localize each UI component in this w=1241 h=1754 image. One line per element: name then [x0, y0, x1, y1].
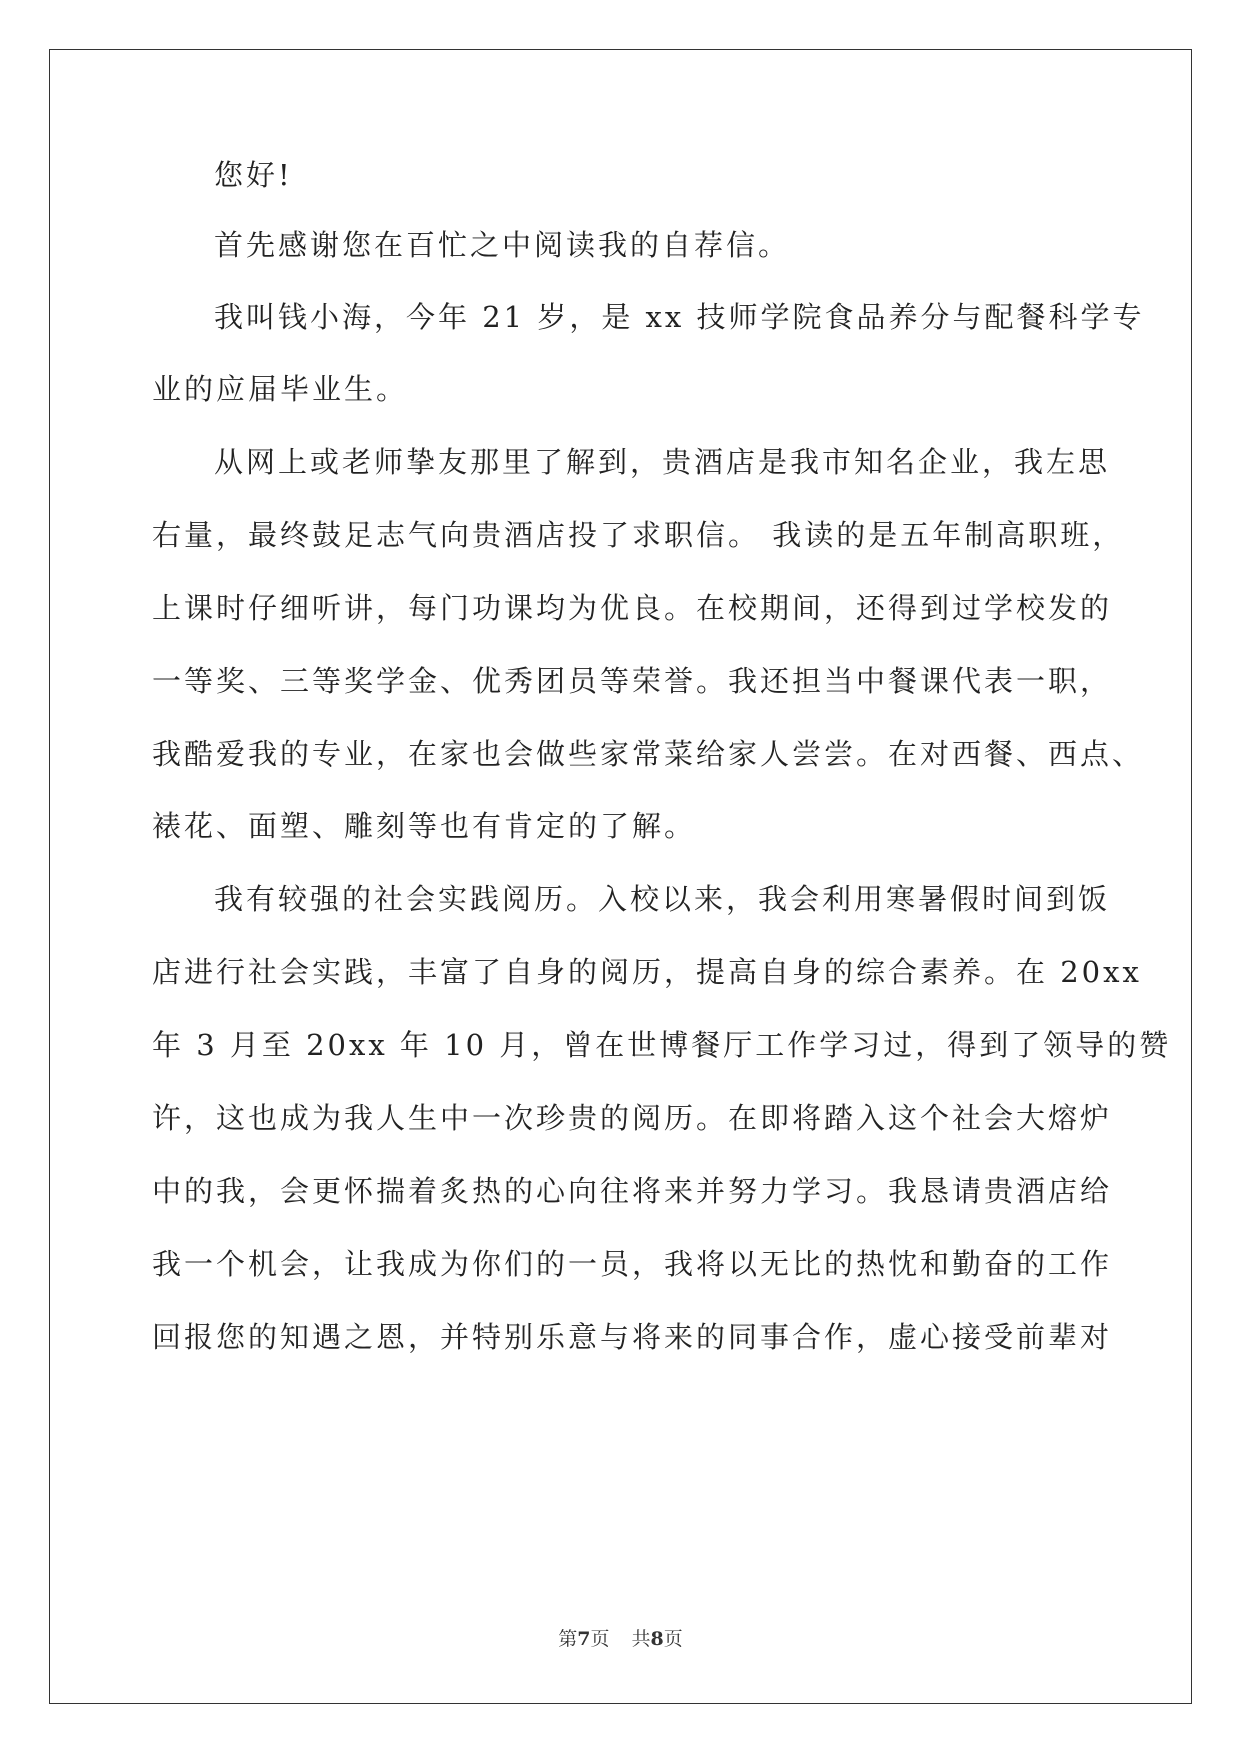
paragraph-line: 中的我，会更怀揣着炙热的心向往将来并努力学习。我恳请贵酒店给 — [152, 1174, 1113, 1208]
paragraph-line: 业的应届毕业生。 — [152, 372, 409, 406]
paragraph-line: 许，这也成为我人生中一次珍贵的阅历。在即将踏入这个社会大熔炉 — [152, 1101, 1113, 1135]
footer-total-suffix: 页 — [663, 1628, 683, 1650]
footer-page-suffix: 页 — [590, 1628, 610, 1650]
footer-total-prefix: 共 — [631, 1628, 651, 1650]
paragraph-line: 年 3 月至 20xx 年 10 月，曾在世博餐厅工作学习过，得到了领导的赞 — [152, 1028, 1172, 1062]
greeting-line: 您好! — [214, 158, 293, 192]
paragraph-line: 店进行社会实践，丰富了自身的阅历，提高自身的综合素养。在 20xx — [152, 955, 1142, 989]
paragraph-line: 从网上或老师挚友那里了解到，贵酒店是我市知名企业，我左思 — [214, 445, 1111, 479]
paragraph-line: 首先感谢您在百忙之中阅读我的自荐信。 — [214, 228, 791, 262]
paragraph-line: 右量，最终鼓足志气向贵酒店投了求职信。 我读的是五年制高职班， — [152, 518, 1125, 552]
paragraph-line: 我有较强的社会实践阅历。入校以来，我会利用寒暑假时间到饭 — [214, 882, 1111, 916]
footer-prefix: 第 — [558, 1628, 578, 1650]
total-pages-number: 8 — [650, 1628, 664, 1650]
paragraph-line: 我一个机会，让我成为你们的一员，我将以无比的热忱和勤奋的工作 — [152, 1247, 1113, 1281]
page-footer — [0, 1627, 1241, 1651]
paragraph-line: 一等奖、三等奖学金、优秀团员等荣誉。我还担当中餐课代表一职， — [152, 664, 1113, 698]
current-page-number: 7 — [577, 1628, 591, 1650]
paragraph-line: 上课时仔细听讲，每门功课均为优良。在校期间，还得到过学校发的 — [152, 591, 1113, 625]
paragraph-line: 我叫钱小海，今年 21 岁，是 xx 技师学院食品养分与配餐科学专 — [214, 300, 1145, 334]
paragraph-line: 回报您的知遇之恩，并特别乐意与将来的同事合作，虚心接受前辈对 — [152, 1320, 1113, 1354]
paragraph-line: 裱花、面塑、雕刻等也有肯定的了解。 — [152, 809, 697, 843]
paragraph-line: 我酷爱我的专业，在家也会做些家常菜给家人尝尝。在对西餐、西点、 — [152, 737, 1145, 771]
